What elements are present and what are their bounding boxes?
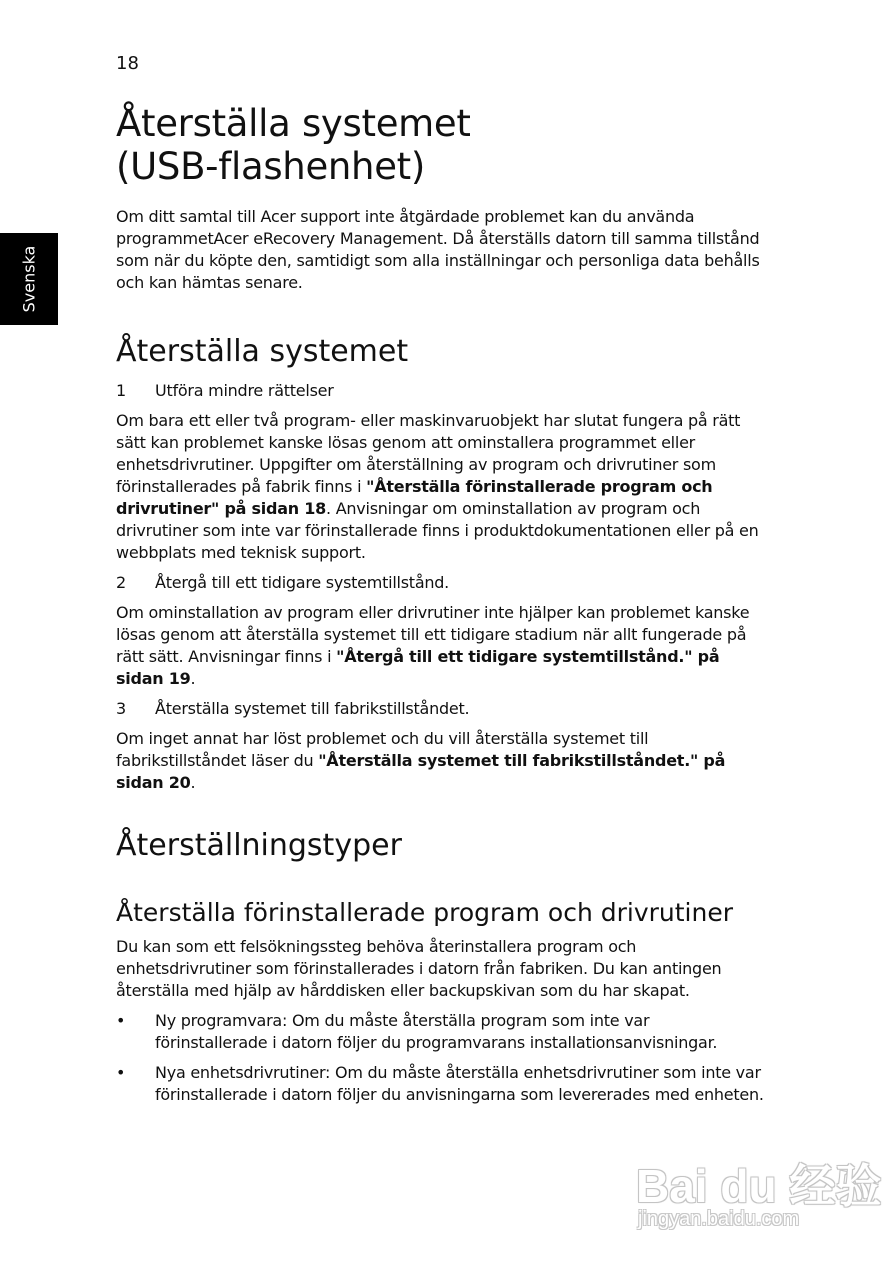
step-number: 1 (116, 381, 126, 400)
page-title-line1: Återställa systemet (116, 102, 471, 145)
watermark (636, 1150, 882, 1245)
watermark-brand: Bai du 经验 (636, 1160, 882, 1212)
cross-reference-link: "Återställa förinstallerade program och drivrutiner" på sidan 18 (116, 477, 713, 518)
step-body-text: . (190, 773, 196, 792)
cross-reference-link: "Återgå till ett tidigare systemtillstånd." på sidan 19 (116, 647, 720, 688)
page-title (116, 102, 766, 188)
step-label: Återgå till ett tidigare systemtillstånd. (155, 573, 450, 592)
language-side-tab (0, 233, 58, 325)
step-body-text: Om inget annat har löst problemet och du vill återställa systemet till fabrikstillståndet läser du (116, 729, 649, 770)
page-title-line2: (USB-flashenhet) (116, 145, 426, 188)
page-content (116, 102, 766, 1114)
list-item (116, 1062, 766, 1106)
step-number: 3 (116, 699, 126, 718)
watermark-url: jingyan.baidu.com (638, 1208, 800, 1230)
language-side-tab-label: Svenska (19, 245, 39, 313)
cross-reference-link: "Återställa systemet till fabrikstillståndet." på sidan 20 (116, 751, 726, 792)
page-number: 18 (116, 53, 139, 74)
step-item (116, 380, 766, 402)
bullet-list (116, 1010, 766, 1106)
list-item-text: Ny programvara: Om du måste återställa program som inte var förinstallerade i datorn följer du programvarans installationsanvisningar. (155, 1011, 718, 1052)
step-body-text: Om bara ett eller två program- eller maskinvaruobjekt har slutat fungera på rätt sätt kan problemet kanske lösas genom att ominstallera programmet eller enhetsdrivrutiner. Uppgifter om återställning av program och drivrutiner som förinstallerades på fabrik finns i (116, 411, 741, 496)
step-body (116, 602, 766, 690)
step-number: 2 (116, 573, 126, 592)
step-body (116, 728, 766, 794)
step-body-text: Om ominstallation av program eller drivrutiner inte hjälper kan problemet kanske lösas genom att återställa systemet till ett tidigare stadium när allt fungerade på rätt sätt. Anvisningar finns i (116, 603, 750, 666)
step-body-text: . (190, 669, 196, 688)
section-heading-restore-types: Återställningstyper (116, 828, 402, 863)
step-item (116, 698, 766, 720)
list-item-text: Nya enhetsdrivrutiner: Om du måste återställa enhetsdrivrutiner som inte var förinstallerade i datorn följer du anvisningarna som levererades med enheten. (155, 1063, 764, 1104)
bullet-icon: • (116, 1011, 126, 1030)
section-heading-restore-system: Återställa systemet (116, 334, 409, 369)
step-label: Återställa systemet till fabrikstillståndet. (155, 699, 470, 718)
intro-paragraph: Om ditt samtal till Acer support inte åtgärdade problemet kan du använda programmetAcer eRecovery Management. Då återställs datorn till samma tillstånd som när du köpte den, samtidigt som alla inställningar och personliga data behålls och kan hämtas senare. (116, 207, 760, 292)
step-label: Utföra mindre rättelser (155, 381, 334, 400)
step-body-text: . Anvisningar om ominstallation av program och drivrutiner som inte var förinstallerade finns i produktdokumentationen eller på en webbplats med teknisk support. (116, 499, 759, 562)
step-item (116, 572, 766, 594)
subsection-heading: Återställa förinstallerade program och drivrutiner (116, 898, 734, 927)
subsection-body: Du kan som ett felsökningssteg behöva återinstallera program och enhetsdrivrutiner som förinstallerades i datorn från fabriken. Du kan antingen återställa med hjälp av hårddisken eller backupskivan som du har skapat. (116, 937, 722, 1000)
list-item (116, 1010, 766, 1054)
bullet-icon: • (116, 1063, 126, 1082)
step-body (116, 410, 766, 564)
